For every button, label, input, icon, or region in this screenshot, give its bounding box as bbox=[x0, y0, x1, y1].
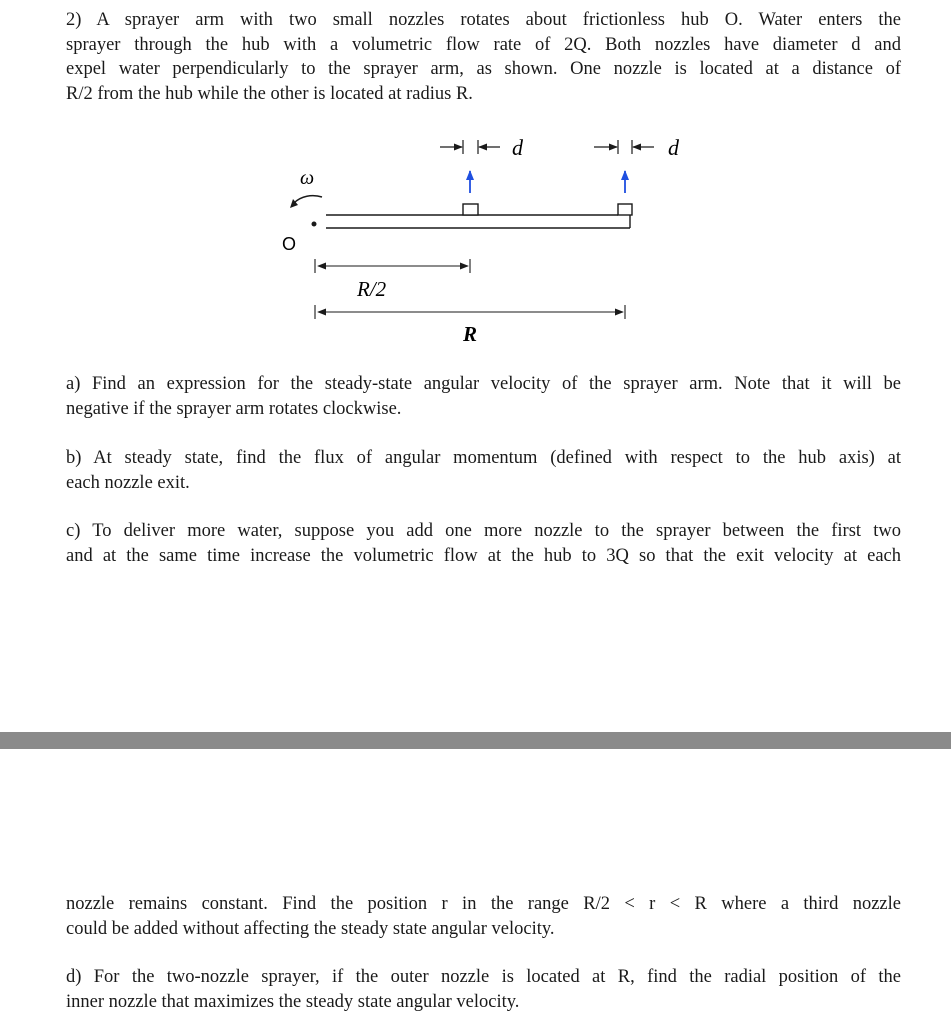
radius-dimension bbox=[315, 305, 625, 319]
part-d bbox=[66, 965, 901, 1014]
rotation-arrow bbox=[294, 196, 322, 203]
half-radius-label: R/2 bbox=[357, 277, 387, 301]
radius-label: R bbox=[463, 322, 478, 346]
problem-line: expel water perpendicularly to the sprayer arm, as shown. One nozzle is located at a distance of bbox=[66, 59, 901, 79]
omega-label: ω bbox=[300, 167, 315, 189]
part-c-line: c) To deliver more water, suppose you add one more nozzle to the sprayer between the first two bbox=[66, 521, 901, 541]
d-label-outer: d bbox=[668, 135, 679, 160]
part-b bbox=[66, 446, 901, 495]
nozzle-diameter-marker-inner bbox=[440, 140, 500, 154]
part-d-line: inner nozzle that maximizes the steady state angular velocity. bbox=[66, 991, 520, 1012]
problem-statement bbox=[66, 8, 901, 106]
part-b-line: each nozzle exit. bbox=[66, 472, 190, 493]
part-c-line: and at the same time increase the volumetric flow at the hub to 3Q so that the exit velocity at each bbox=[66, 545, 901, 566]
nozzle-outer bbox=[618, 204, 632, 215]
problem-line: sprayer through the hub with a volumetric flow rate of 2Q. Both nozzles have diameter d and bbox=[66, 34, 901, 55]
half-radius-dimension bbox=[315, 259, 470, 273]
part-b-line: b) At steady state, find the flux of angular momentum (defined with respect to the hub axis) at bbox=[66, 448, 901, 468]
problem-line: R/2 from the hub while the other is located at radius R. bbox=[66, 83, 473, 104]
sprayer-diagram bbox=[0, 120, 951, 360]
part-c-continued bbox=[66, 892, 901, 941]
part-a-line: a) Find an expression for the steady-state angular velocity of the sprayer arm. Note that it will be bbox=[66, 374, 901, 394]
page-break-divider bbox=[0, 732, 951, 749]
part-a-line: negative if the sprayer arm rotates clockwise. bbox=[66, 398, 402, 419]
d-label-inner: d bbox=[512, 135, 523, 160]
nozzle-inner bbox=[463, 204, 478, 215]
sprayer-arm bbox=[326, 215, 630, 228]
nozzle-diameter-marker-outer bbox=[594, 140, 654, 154]
hub-point bbox=[312, 222, 317, 227]
part-c-line: could be added without affecting the steady state angular velocity. bbox=[66, 918, 555, 939]
problem-line: 2) A sprayer arm with two small nozzles rotates about frictionless hub O. Water enters the bbox=[66, 10, 901, 30]
part-d-line: d) For the two-nozzle sprayer, if the outer nozzle is located at R, find the radial position of the bbox=[66, 967, 901, 987]
part-a bbox=[66, 372, 901, 421]
part-c bbox=[66, 519, 901, 568]
hub-label: O bbox=[282, 234, 297, 254]
part-c-line: nozzle remains constant. Find the position r in the range R/2 < r < R where a third nozzle bbox=[66, 894, 901, 914]
